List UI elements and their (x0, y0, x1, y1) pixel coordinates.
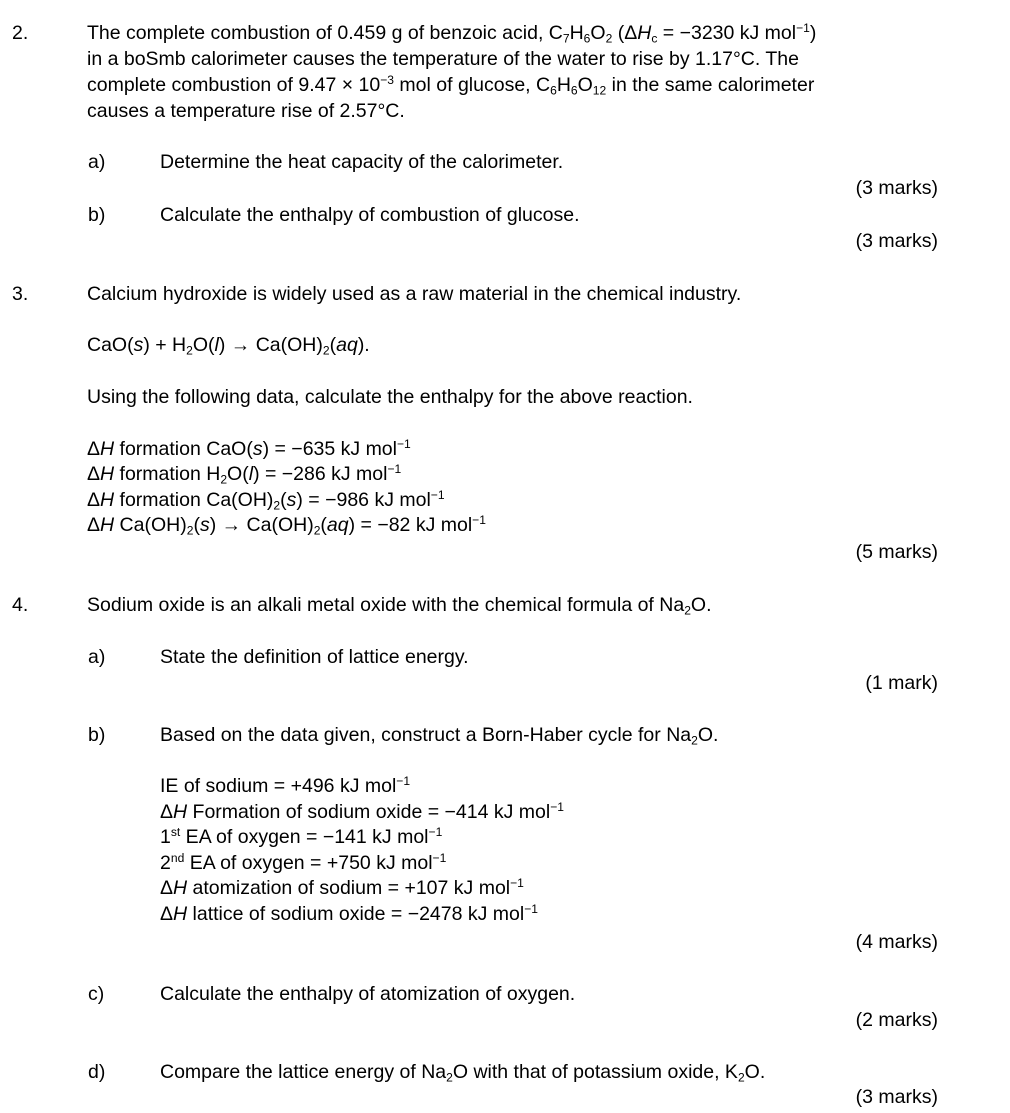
q2-line-4: causes a temperature rise of 2.57°C. (87, 100, 405, 122)
q2a-label: a) (88, 151, 106, 173)
q4a-marks: (1 mark) (865, 672, 938, 694)
q4c-marks: (2 marks) (855, 1009, 938, 1031)
q2a-text: Determine the heat capacity of the calorimeter. (160, 151, 564, 173)
q2b-marks: (3 marks) (855, 230, 938, 252)
q2b-text: Calculate the enthalpy of combustion of glucose. (160, 204, 580, 226)
q4b-data-line: ΔH atomization of sodium = +107 kJ mol$^{-1}$ (160, 875, 524, 899)
q2-number: 2. (12, 22, 29, 44)
q4-intro: Sodium oxide is an alkali metal oxide with the chemical formula of $Na_2O$. (87, 594, 712, 618)
q4b-label: b) (88, 724, 106, 746)
q4-number: 4. (12, 594, 29, 616)
q3-number: 3. (12, 283, 29, 305)
q4b-data-line: 2nd EA of oxygen = +750 kJ mol$^{-1}$ (160, 850, 447, 874)
q3-data-line: ΔH formation CaO(s) = −635 kJ mol$^{-1}$ (87, 436, 411, 460)
q4d-text: Compare the lattice energy of $Na_2O$ with that of potassium oxide, $K_2O$. (160, 1061, 766, 1085)
q3-reaction: $CaO(s) + H_2O(l) \to Ca(OH)_2(aq)$. (87, 334, 370, 358)
q2b-label: b) (88, 204, 106, 226)
q4b-data-line: IE of sodium = +496 kJ mol$^{-1}$ (160, 773, 411, 797)
q4d-marks: (3 marks) (855, 1086, 938, 1108)
q3-data-line: ΔH formation $Ca(OH)_2(s) = -986$ kJ mol$^{-1}$ (87, 487, 445, 513)
q4a-text: State the definition of lattice energy. (160, 646, 469, 668)
q2-line-1: The complete combustion of 0.459 g of benzoic acid, $C_7H_6O_2$ ($\Delta H_c = -3230$ kJ mol$^{-1}$) (87, 20, 817, 46)
q4d-label: d) (88, 1061, 106, 1083)
q3-intro: Calcium hydroxide is widely used as a raw material in the chemical industry. (87, 283, 742, 305)
q4c-text: Calculate the enthalpy of atomization of oxygen. (160, 983, 576, 1005)
q4c-label: c) (88, 983, 105, 1005)
q4b-marks: (4 marks) (855, 931, 938, 953)
q2-line-2: in a boSmb calorimeter causes the temperature of the water to rise by 1.17°C. The (87, 48, 799, 70)
q4b-data-line: ΔH lattice of sodium oxide = −2478 kJ mol$^{-1}$ (160, 901, 539, 925)
q4b-data-line: ΔH Formation of sodium oxide = −414 kJ mol$^{-1}$ (160, 799, 564, 823)
q4a-label: a) (88, 646, 106, 668)
q4b-data-line: 1st EA of oxygen = −141 kJ mol$^{-1}$ (160, 824, 443, 848)
q3-data-line: ΔH formation $H_2O(l) = -286$ kJ mol$^{-1}$ (87, 461, 402, 487)
q3-data-line: ΔH $Ca(OH)_2(s) \to Ca(OH)_2(aq) = -82$ kJ mol$^{-1}$ (87, 512, 486, 538)
q2-line-3: complete combustion of $9.47 \times 10^{-3}$ mol of glucose, $C_6H_6O_{12}$ in the same calorimeter (87, 72, 815, 98)
q4b-text: Based on the data given, construct a Born-Haber cycle for $Na_2O$. (160, 724, 719, 748)
q3-instruction: Using the following data, calculate the enthalpy for the above reaction. (87, 386, 693, 408)
q3-marks: (5 marks) (855, 541, 938, 563)
q2a-marks: (3 marks) (855, 177, 938, 199)
